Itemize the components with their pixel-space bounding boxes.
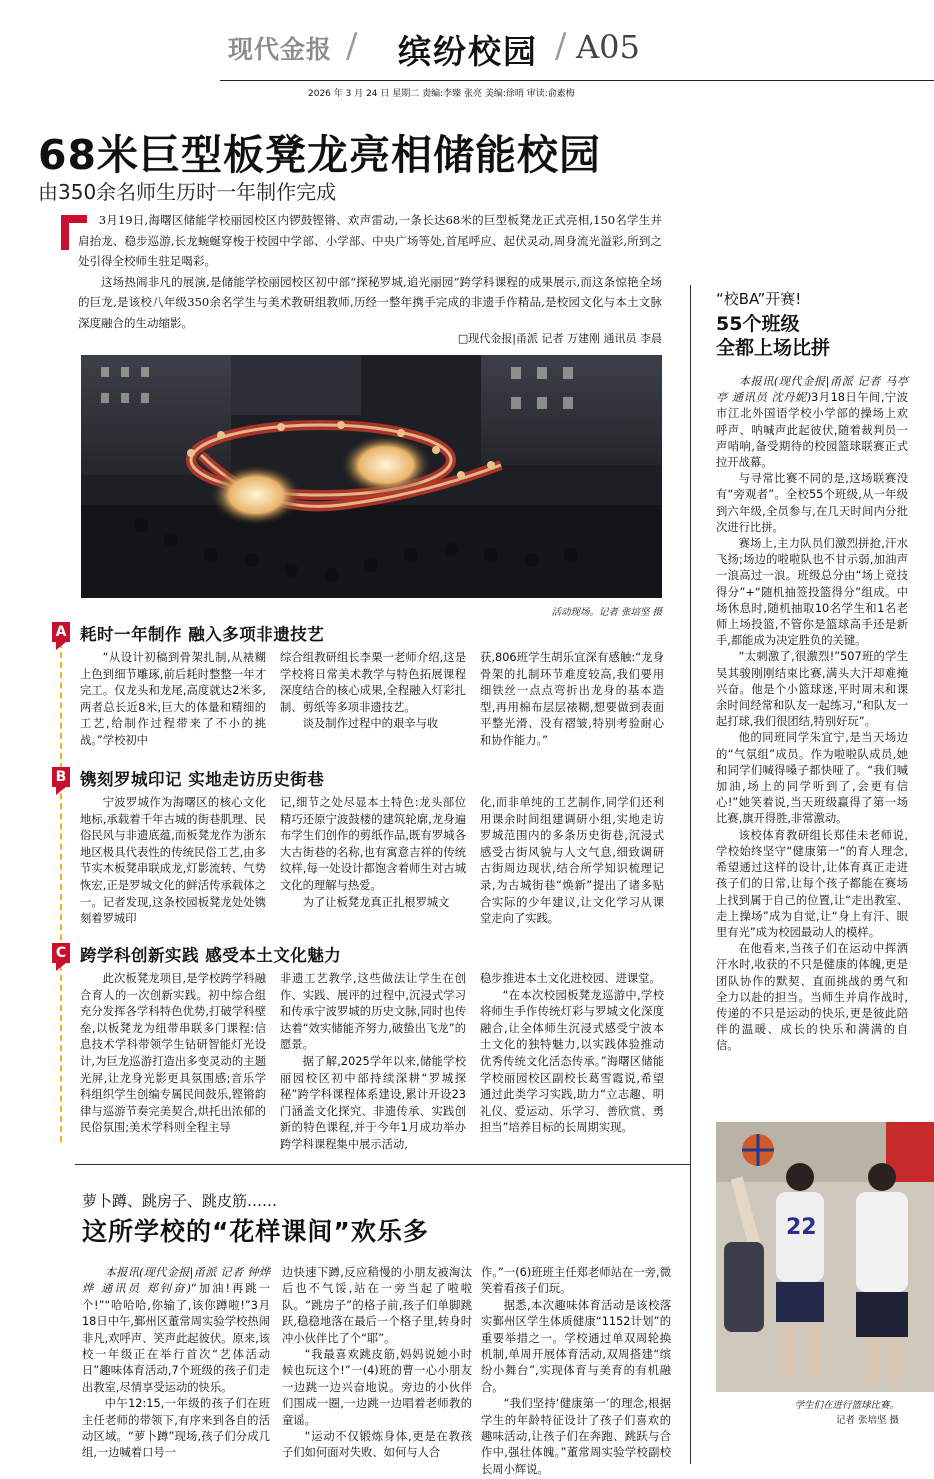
sidebar-lead-text: 3月18日午间,宁波市江北外国语学校小学部的操场上欢呼声、呐喊声此起彼伏,随着裁判员一声哨响,备受期待的校园篮球联赛正式拉开战幕。	[716, 391, 909, 470]
main-subhead: 由350余名师生历时一年制作完成	[38, 180, 337, 204]
paragraph: 获,806班学生胡乐宜深有感触:“龙身骨架的扎制环节难度较高,我们要用细铁丝一点点弯折出龙身的基本造型,再用棉布层层裱糊,想要做到表面平整光滑、没有褶皱,特别考验耐心和协作能力。”	[480, 651, 664, 747]
paragraph: 据了解,2025学年以来,储能学校丽园校区初中部持续深耕“罗城探秘”跨学科课程体系建设,累计开设23门涵盖文化探究、非遗传承、实践创新的特色课程,并于今年1月成功举办跨学科课程集中展示活动,	[280, 1054, 466, 1151]
section-title-a: 耗时一年制作 融入多项非遗技艺	[80, 625, 325, 644]
paragraph: 该校体育教研组长郑佳未老师说,学校始终坚守“健康第一”的育人理念,希望通过这样的设计,让体育真正走进孩子们的日常,让每个孩子都能在赛场上找到属于自己的位置,让“走出教室、走上操场”成为自觉,让“身上有汗、眼里有光”成为校园最动人的模样。	[716, 828, 908, 939]
section-a-col-2	[280, 650, 466, 733]
column-rule	[690, 285, 691, 1165]
section-c-col-1	[80, 971, 266, 1137]
newspaper-name: 现代金报	[228, 35, 333, 64]
section-connector	[60, 642, 62, 1142]
page-number: A05	[576, 28, 640, 66]
section-badge-a: A	[52, 622, 70, 642]
jersey-number: 22	[786, 1215, 817, 1240]
column-rule	[690, 1164, 691, 1464]
paragraph: 稳步推进本土文化进校园、进课堂。	[480, 972, 661, 985]
basketball-photo	[716, 1122, 934, 1392]
paragraph: “运动不仅锻炼身体,更是在教孩子们如何面对失败、如何与人合	[282, 1430, 472, 1460]
section-c-col-2	[280, 971, 466, 1154]
paragraph: 记,细节之处尽显本土特色:龙头部位精巧还原宁波鼓楼的建筑轮廓,龙身遍布学生们创作的剪纸作品,既有罗城各大古街巷的名称,也有寓意吉祥的传统纹样,每一处设计都饱含着师生对古城文化的理解与热爱。	[280, 796, 466, 892]
section-badge-c: C	[52, 943, 70, 963]
paragraph: 边快速下蹲,反应稍慢的小朋友被淘汰后也不气馁,站在一旁当起了啦啦队。“跳房子”的格子前,孩子们单脚跳跃,稳稳地落在最后一个格子里,转身时冲小伙伴比了个“耶”。	[282, 1266, 472, 1345]
caption-text: 学生们在进行篮球比赛。	[794, 1400, 899, 1411]
main-headline: 68米巨型板凳龙亮相储能校园	[38, 131, 602, 179]
section-b-col-3	[480, 795, 664, 928]
section-a-col-1	[80, 650, 266, 750]
paragraph: “太刺激了,很激烈!”507班的学生吴其骏刚刚结束比赛,满头大汗却难掩兴奋。他是个小篮球迷,平时周末和课余时间经常和队友一起练习,“和队友一起打球,我们很团结,特别好玩”。	[716, 650, 908, 729]
photo-caption: 活动现场。记者 张培坚 摄	[551, 607, 662, 618]
sidebar-headline-line: 全都上场比拼	[716, 337, 831, 359]
sidebar-byline: 本报讯(现代金报|甬派 记者 马亭亭 通讯员 沈丹妮)	[716, 375, 908, 405]
paragraph: 非遗工艺教学,这些做法让学生在创作、实践、展评的过程中,沉浸式学习和传承宁波罗城的历史文脉,同时也传达着“效实储能齐努力,破蛰出飞龙”的愿景。	[280, 972, 466, 1052]
main-byline: □现代金报|甬派 记者 万建刚 通讯员 李晨	[457, 332, 662, 345]
paragraph: 谈及制作过程中的艰辛与收	[302, 717, 439, 731]
paragraph: 化,而非单纯的工艺制作,同学们还利用课余时间组建调研小组,实地走访罗城范围内的多条历史街巷,沉浸式感受古街风貌与人文气息,细致调研古街周边现状,结合所学知识梳理记录,为古城街巷“焕新”提出了诸多贴合实际的少年建议,让文化学习从课堂走向了实践。	[480, 796, 664, 926]
section-title-b: 镌刻罗城印记 实地走访历史街巷	[80, 770, 325, 789]
basketball-image	[716, 1122, 934, 1392]
caption-credit: 记者 张培坚 摄	[835, 1415, 899, 1426]
paragraph	[82, 1265, 270, 1396]
paragraph: 据悉,本次趣味体育活动是该校落实鄞州区学生体质健康“1152计划”的重要举措之一。学校通过单双周轮换机制,单周开展体育活动,双周搭建“缤纷小舞台”,实现体育与美育的有机融合。	[481, 1298, 671, 1394]
paragraph: 他的同班同学朱宜宁,是当天场边的“气氛组”成员。作为啦啦队成员,她和同学们喊得嗓子都快哑了。“我们喊加油,场上的同学听到了,会更有信心!”她笑着说,当天班级赢得了第一场比赛,旗开得胜,非常激动。	[716, 731, 908, 826]
section-name: 缤纷校园	[398, 32, 538, 71]
masthead-divider: /	[346, 26, 358, 66]
paragraph	[716, 374, 908, 471]
second-story-byline: 本报讯(现代金报|甬派 记者 钟烨烨 通讯员 郑钊奋)	[82, 1266, 270, 1296]
section-badge-b: B	[52, 767, 70, 787]
paragraph: 综合组教研组长李栗一老师介绍,这是学校将日常美术教学与特色拓展课程深度结合的核心成果,全程融入灯彩扎制、剪纸等多项非遗技艺。	[280, 651, 466, 714]
section-c-col-3	[480, 971, 664, 1137]
paragraph: 作。”一(6)班班主任郑老师站在一旁,微笑着看孩子们玩。	[481, 1266, 671, 1296]
lead-paragraph: 这场热闹非凡的展演,是储能学校丽园校区初中部“探秘罗城,追光丽园”跨学科课程的成果展示,而这条惊艳全场的巨龙,是该校八年级350余名学生与美术教研组教师,历经一整年携手完成的非遗手作精品,是校园文化与本土文脉深度融合的生动缩影。	[78, 274, 662, 330]
sidebar-headline	[716, 312, 916, 360]
second-story-headline: 这所学校的“花样课间”欢乐多	[82, 1217, 429, 1246]
sidebar-body	[716, 374, 908, 1055]
section-title-c: 跨学科创新实践 感受本土文化魅力	[80, 946, 342, 965]
masthead-divider: /	[555, 26, 567, 66]
paragraph: 为了让板凳龙真正扎根罗城文	[302, 895, 450, 909]
lead-paragraph: 3月19日,海曙区储能学校丽园校区内锣鼓铿锵、欢声雷动,一条长达68米的巨型板凳龙正式亮相,150名学生并肩抬龙、稳步巡游,长龙蜿蜒穿梭于校园中学部、小学部、中央广场等处,首尾呼应、起伏灵动,周身流光溢彩,所到之处引得全校师生驻足喝彩。	[78, 213, 662, 268]
issue-info: 2026 年 3 月 24 日 星期二 责编:李臻 张亮 美编:徐哨 审读:俞素梅	[308, 89, 575, 99]
paragraph: 此次板凳龙项目,是学校跨学科融合育人的一次创新实践。初中综合组充分发挥各学科特色优势,打破学科壁垒,以板凳龙为纽带串联多门课程:信息技术学科带领学生钻研智能灯光设计,为巨龙巡游打造出多变灵动的主题光屏,让龙身光影更具氛围感;音乐学科组织学生创编专属民间鼓乐,铿锵韵律与巡游节奏完美契合,烘托出浓郁的民俗氛围;美术学科则全程主导	[80, 972, 266, 1135]
sidebar-kicker: “校BA”开赛!	[716, 290, 802, 308]
sidebar-photo-caption	[716, 1398, 899, 1428]
paragraph: 赛场上,主力队员们激烈拼抢,汗水飞扬;场边的啦啦队也不甘示弱,加油声一浪高过一浪。班级总分由“场上竞技得分”+“随机抽签投篮得分”组成。中场休息时,随机抽取10名学生和1名老师上场投篮,不管你是篮球高手还是新手,都能成为决定胜负的关键。	[716, 537, 908, 648]
paragraph: 与寻常比赛不同的是,这场联赛没有“旁观者”。全校55个班级,从一年级到六年级,全员参与,在几天时间内分批次进行比拼。	[716, 472, 908, 534]
second-story-lead-text: “加油!再跳一个!”“哈哈哈,你输了,该你蹲啦!”3月18日中午,鄞州区董常周实验学校热闹非凡,欢呼声、笑声此起彼伏。原来,该校一年级正在举行首次“艺体活动日”趣味体育活动,7个班级的孩子们走出教室,尽情享受运动的快乐。	[82, 1282, 271, 1394]
paragraph: “我们坚持‘健康第一’的理念,根据学生的年龄特征设计了孩子们喜欢的趣味活动,让孩子们在奔跑、跳跃与合作中,强壮体魄。”董常周实验学校副校长周小辉说。	[481, 1397, 671, 1476]
paragraph: 宁波罗城作为海曙区的核心文化地标,承载着千年古城的街巷肌理、民俗民风与非遗底蕴,而板凳龙作为浙东地区极具代表性的传统民俗工艺,由多节实木板凳串联成龙,灯影流转、气势恢宏,正是罗城文化的鲜活传承载体之一。记者发现,这条校园板凳龙处处镌刻着罗城印	[80, 796, 266, 926]
story-divider	[75, 1164, 690, 1165]
lead-paragraphs	[78, 210, 662, 333]
second-story-kicker: 萝卜蹲、跳房子、跳皮筋……	[82, 1192, 278, 1210]
dragon-photo	[81, 355, 662, 598]
masthead-rule	[220, 80, 934, 81]
paragraph: 在他看来,当孩子们在运动中挥洒汗水时,收获的不只是健康的体魄,更是团队协作的默契、直面挑战的勇气和全力以赴的担当。当师生并肩作战时,传递的不只是运动的快乐,更是彼此陪伴的温暖、成长的快乐和满满的自信。	[716, 942, 908, 1053]
paragraph: “在本次校园板凳龙巡游中,学校将师生手作传统灯彩与罗城文化深度融合,让全体师生沉浸式感受宁波本土文化的独特魅力,以实践体验推动优秀传统文化活态传承。”海曙区储能学校丽园校区副校长葛雪霞说,希望通过此类学习实践,助力“立志趣、明礼仪、爱运动、乐学习、善欣赏、勇担当”培养目标的长周期实现。	[480, 988, 664, 1135]
second-story-col-2	[282, 1265, 472, 1462]
paragraph: “从设计初稿到骨架扎制,从裱糊上色到细节雕琢,前后耗时整整一年才完工。仅龙头和龙尾,高度就达2米多,两者总长近8米,巨大的体量和精细的工艺,给制作过程带来了不小的挑战。”学校初中	[80, 651, 266, 747]
second-story-col-1	[82, 1265, 270, 1462]
dragon-lantern-image	[81, 355, 662, 598]
section-a-col-3	[480, 650, 664, 750]
section-b-col-1	[80, 795, 266, 928]
section-b-col-2	[280, 795, 466, 911]
paragraph: “我最喜欢跳皮筋,妈妈说她小时候也玩这个!”一(4)班的曹一心小朋友一边跳一边兴奋地说。旁边的小伙伴们围成一圈,一边跳一边唱着老师教的童谣。	[282, 1348, 472, 1427]
sidebar-headline-line: 55个班级	[716, 313, 800, 335]
paragraph: 中午12:15,一年级的孩子们在班主任老师的带领下,有序来到各自的活动区域。“萝卜蹲”现场,孩子们分成几组,一边喊着口号一	[82, 1397, 270, 1460]
second-story-col-3	[481, 1265, 671, 1478]
